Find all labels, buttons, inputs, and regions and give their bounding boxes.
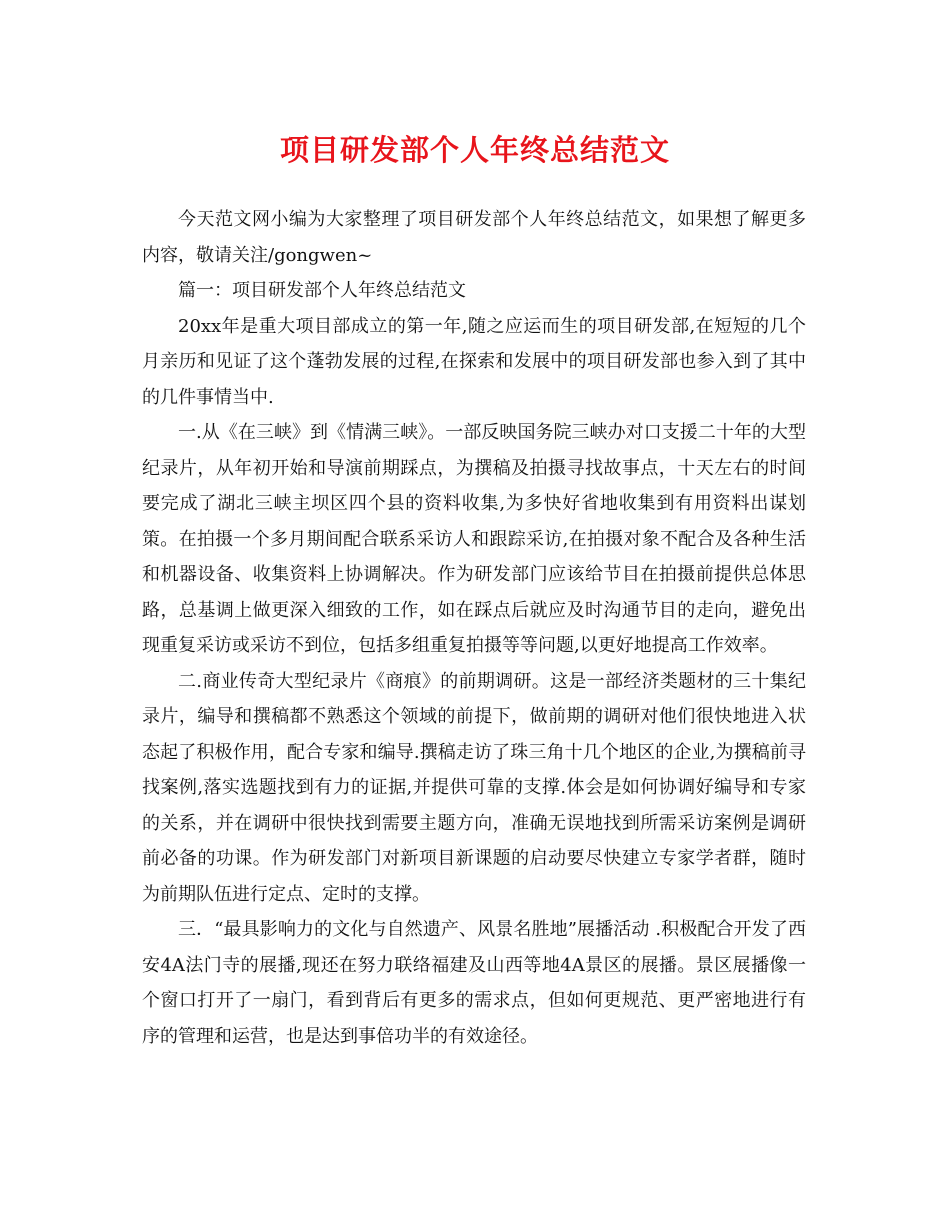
document-title: 项目研发部个人年终总结范文 <box>279 133 670 167</box>
paragraph-item-3: 三．“最具影响力的文化与自然遗产、风景名胜地”展播活动 .积极配合开发了西安4A法门寺的展播,现还在努力联络福建及山西等地4A景区的展播。景区展播像一个窗口打开了一扇门，看到背后有更多的需求点，但如何更规范、更严密地进行有序的管理和运营，也是达到事倍功半的有效途径。 <box>142 919 806 1047</box>
document-body <box>142 202 806 1054</box>
paragraph-item-2: 二.商业传奇大型纪录片《商痕》的前期调研。这是一部经济类题材的三十集纪录片，编导和撰稿都不熟悉这个领域的前提下，做前期的调研对他们很快地进入状态起了积极作用，配合专家和编导.撰稿走访了珠三角十几个地区的企业,为撰稿前寻找案例,落实选题找到有力的证据,并提供可靠的支撑.体会是如何协调好编导和专家的关系，并在调研中很快找到需要主题方向，准确无误地找到所需采访案例是调研前必备的功课。作为研发部门对新项目新课题的启动要尽快建立专家学者群，随时为前期队伍进行定点、定时的支撑。 <box>142 670 806 905</box>
paragraph-overview: 20xx年是重大项目部成立的第一年,随之应运而生的项目研发部,在短短的几个月亲历和见证了这个蓬勃发展的过程,在探索和发展中的项目研发部也参入到了其中的几件事情当中. <box>142 315 806 408</box>
paragraph-intro: 今天范文网小编为大家整理了项目研发部个人年终总结范文，如果想了解更多内容，敬请关注/gongwen~ <box>142 209 806 266</box>
paragraph-section-heading: 篇一：项目研发部个人年终总结范文 <box>178 280 466 301</box>
paragraph-item-1: 一.从《在三峡》到《情满三峡》。一部反映国务院三峡办对口支援二十年的大型纪录片，从年初开始和导演前期踩点，为撰稿及拍摄寻找故事点，十天左右的时间要完成了湖北三峡主坝区四个县的资料收集,为多快好省地收集到有用资料出谋划策。在拍摄一个多月期间配合联系采访人和跟踪采访,在拍摄对象不配合及各种生活和机器设备、收集资料上协调解决。作为研发部门应该给节目在拍摄前提供总体思路，总基调上做更深入细致的工作，如在踩点后就应及时沟通节目的走向，避免出现重复采访或采访不到位，包括多组重复拍摄等等问题,以更好地提高工作效率。 <box>142 422 806 656</box>
